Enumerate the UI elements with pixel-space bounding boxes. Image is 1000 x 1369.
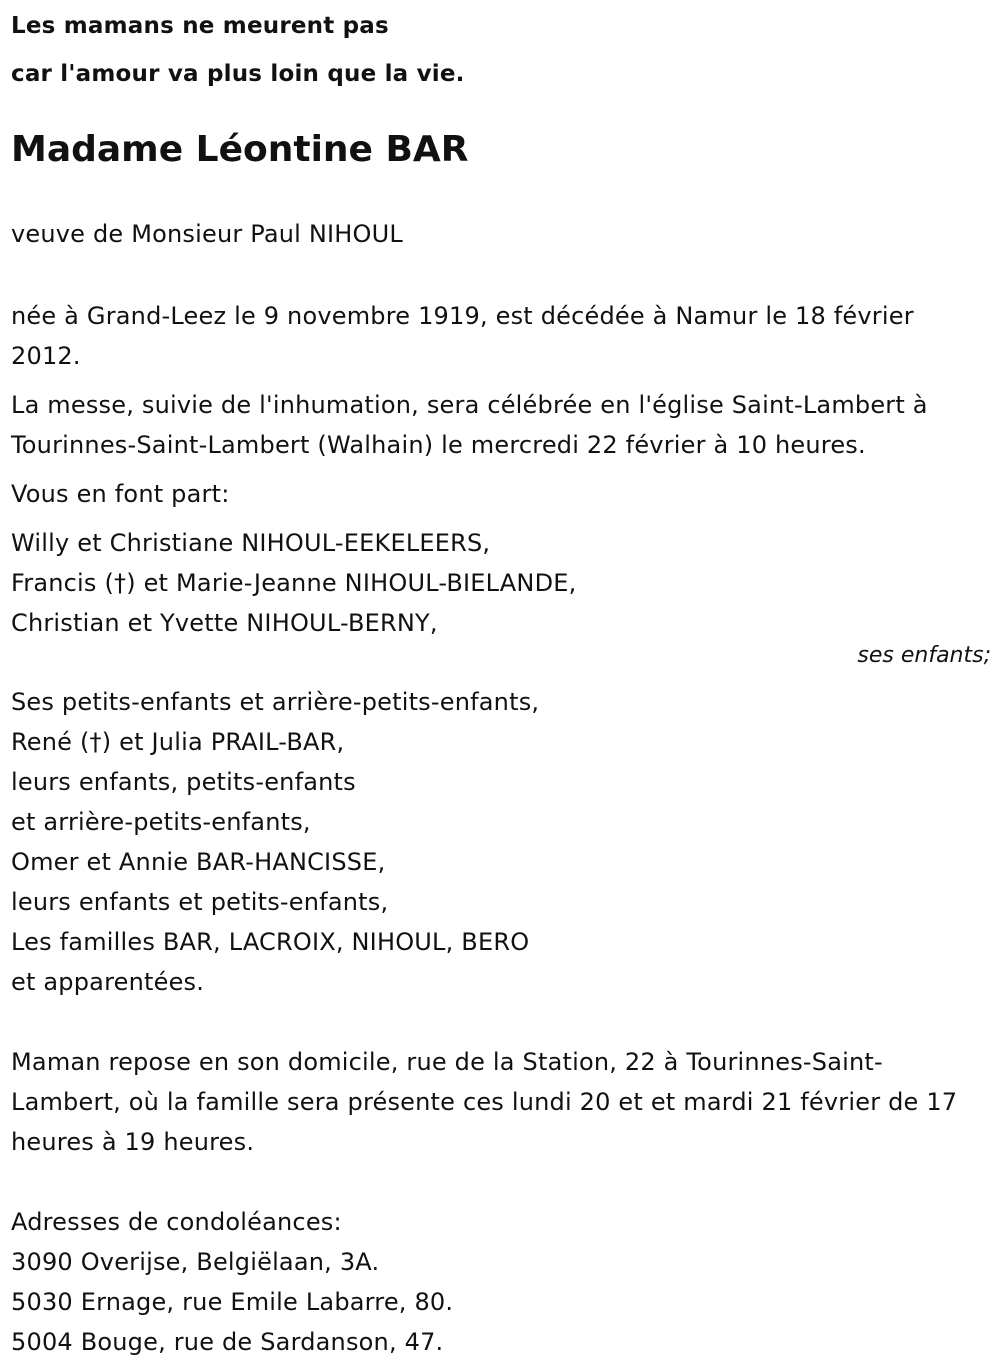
family-entry: et apparentées. — [11, 968, 205, 996]
family-entry: Ses petits-enfants et arrière-petits-enfants, — [11, 688, 540, 716]
condolence-address: 5004 Bouge, rue de Sardanson, 47. — [11, 1328, 444, 1356]
announcement-heading: Vous en font part: — [11, 480, 230, 508]
family-entry: leurs enfants et petits-enfants, — [11, 888, 389, 916]
vigil-text: Maman repose en son domicile, rue de la Station, 22 à Tourinnes-Saint-Lambert, où la famille sera présente ces lundi 20 et et mardi 21 février de 17 heures à 19 heures. — [11, 1048, 958, 1156]
condolence-address: 3090 Overijse, Belgiëlaan, 3A. — [11, 1248, 380, 1276]
family-entry: Les familles BAR, LACROIX, NIHOUL, BERO — [11, 928, 530, 956]
children-role-label: ses enfants; — [857, 643, 991, 668]
children-list — [11, 523, 991, 643]
obituary-notice — [11, 0, 991, 1362]
condolences — [11, 1202, 991, 1362]
condolences-heading: Adresses de condoléances: — [11, 1208, 342, 1236]
condolence-address: 5030 Ernage, rue Emile Labarre, 80. — [11, 1288, 454, 1316]
birth-death-text: née à Grand-Leez le 9 novembre 1919, est décédée à Namur le 18 février 2012. — [11, 302, 914, 370]
family-entry: Omer et Annie BAR-HANCISSE, — [11, 848, 386, 876]
child-entry: Francis (†) et Marie-Jeanne NIHOUL-BIELANDE, — [11, 569, 577, 597]
family-entry: et arrière-petits-enfants, — [11, 808, 311, 836]
epigraph-line-2: car l'amour va plus loin que la vie. — [11, 61, 465, 87]
epigraph — [11, 2, 991, 98]
child-entry: Christian et Yvette NIHOUL-BERNY, — [11, 609, 438, 637]
family-list — [11, 682, 991, 1002]
deceased-name: Madame Léontine BAR — [11, 129, 469, 170]
epigraph-line-1: Les mamans ne meurent pas — [11, 13, 389, 39]
funeral-mass-text: La messe, suivie de l'inhumation, sera célébrée en l'église Saint-Lambert à Tourinnes-Saint-Lambert (Walhain) le mercredi 22 février à 10 heures. — [11, 391, 928, 459]
family-entry: leurs enfants, petits-enfants — [11, 768, 356, 796]
child-entry: Willy et Christiane NIHOUL-EEKELEERS, — [11, 529, 491, 557]
widow-of: veuve de Monsieur Paul NIHOUL — [11, 220, 403, 248]
family-entry: René (†) et Julia PRAIL-BAR, — [11, 728, 345, 756]
